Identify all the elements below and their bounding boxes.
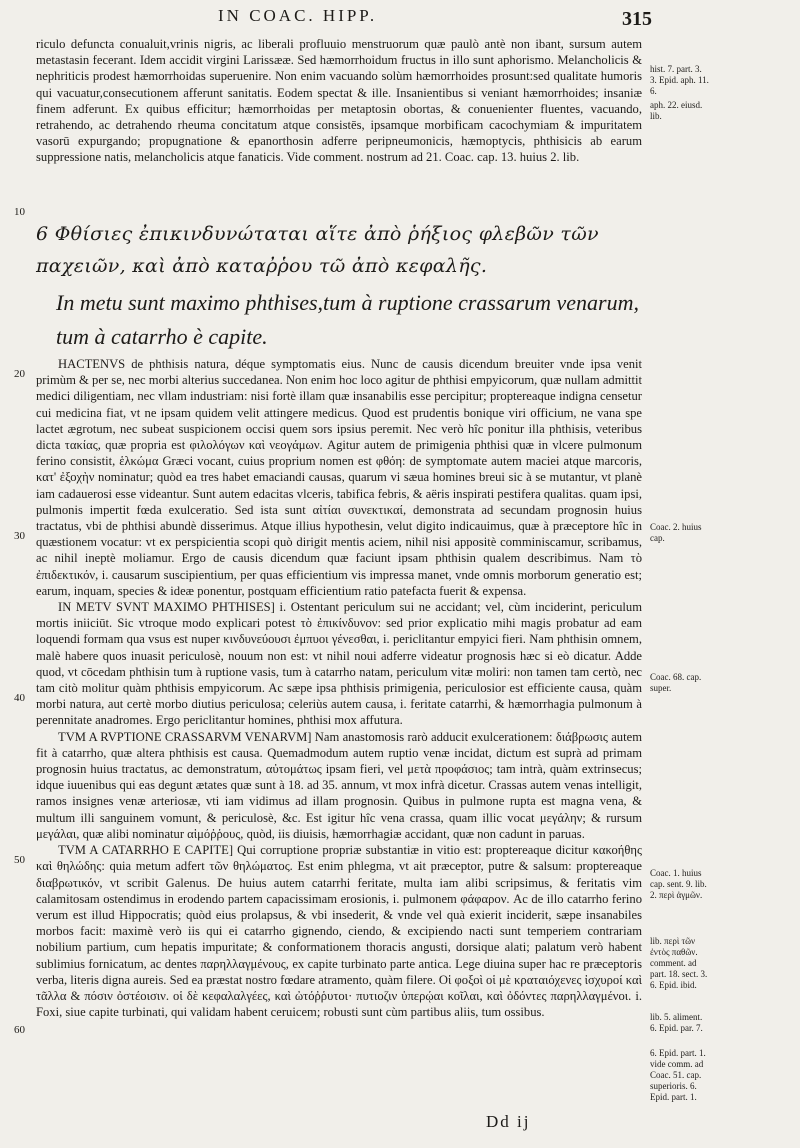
line-number: 50 [14, 854, 25, 866]
margin-note: aph. 22. eiusd. lib. [650, 100, 703, 121]
top-paragraph-block [36, 36, 642, 212]
margin-note: Coac. 1. huius cap. sent. 9. lib. 2. περὶ ἀγμῶν. [650, 868, 707, 900]
latin-heading: In metu sunt maximo phthises,tum à ruptione crassarum venarum, tum à catarrho è capite. [56, 290, 639, 349]
commentary-paragraph-4: TVM A CATARRHO E CAPITE] Qui corruptione propriæ substantiæ in vitio est: proptereaque dicitur κακοήθης καὶ θηλώδης: quia metum adfert τῶν θηλώματος. Est enim phlegma, vt ait præceptor, putre & salsum: proptereaque διαβρωτικόν, vt scribit Galenus. De huius autem catarrhi feritate, multa iam alibi scripsimus, & feritatis vim calamitosam ostendimus in erodendo partem capacissimam erosionis, i. pulmonem φάφαρον. Ac de illo catarrho ferino verum est illud Hippocratis; quòd eius prolapsus, & vbi insederit, & vnde vel quà exierit inciderit, sæpe insanabiles morbos facit: maximè verò iis qui ei catarrho gignendo, ciendo, & excipiendo nacti sunt temperiem contrariam nobilium partium, cum hepatis impuritate; & conformationem thoracis angusti, dorsique alati; palatum verò habent sublimius fornicatum, ac dentes παρηλλαγμένους, ex capite turbinato parte antica. Lege diuina super hac re præceptoris verba, literis digna aureis. Sed ea præstat nostro fœdare atramento, quàm filere. Οἱ φοξοὶ οἱ μὲ κραταιόχενες ἰσχυροί καὶ τᾶλλα & πόσιν ὀστέοισιν. οἱ δὲ κεφαλαλγέες, καὶ ὠτόῤῥυτοι· πυτιοζιν ὑπερῴαι κοῖλαι, καὶ ὀδόντες παρηλλαγμένοι. i. Foxi, siue capite turbinati, qui validam habent ceruicem; robusti sunt cùm partibus aliis, tum ossibus. [36, 843, 642, 1020]
page-number: 315 [622, 8, 652, 30]
signature-mark: Dd ij [486, 1112, 531, 1131]
commentary-paragraph-3: TVM A RVPTIONE CRASSARVM VENARVM] Nam anastomosis rarò adducit exulcerationem: διάβρωσις autem fit à catarrho, quæ altera phthisis est causa. Quemadmodum autem ruptio venæ incidat, dictum est suprà ad primam prognosin huius tractatus, ac demonstratum, αὐτομάτως ipsam fieri, vel μετὰ προφάσιος; tam intrà, quàm extrinsecus; idque iuuenibus qui eas degunt ætates quæ sunt à 18. ad 35. annum, vt mox infrà dicetur. Crassas autem venas intelligit, ramos insignes venæ arteriosæ, vti iam vidimus ad illam prognosin. Quibus in pulmone rupta est magna vena, & multum illi sanguinem vomunt, & periculosè, &c. Est igitur hîc vena crassa, quam illic vocat μεγάλην; & rursum μεγάλαι, quæ alibi nominatur αἱμόῤῥους, quòd, iis diuisis, hæmorrhagiæ accidant, quæ non cadunt in paruas. [36, 729, 642, 841]
commentary-paragraph-2: IN METV SVNT MAXIMO PHTHISES] i. Ostentant periculum sui ne accidant; vel, cùm inciderint, periculum mortis iniiciūt. Sic vtroque modo explicari potest τὸ ἐπικίνδυνον: sed prior explicatio mihi magis probatur ad eam loquendi formam qua vsus est nuper κινδυνεύουσι ἐμπυοι γένεσθαι, i. periclitantur empyici fieri. Nam phthisin omnem, malè habere quos inuasit periculosè, nouum non est: vt nihil noui adferre videatur prognosis hæc si eò dicatur. Adde quod, vt cōcedam phthisin tum à ruptione vasis, tum à catarrho natam, periculum vitæ moliri: non tamen tam certò, nec tam citò molitur quàm phthisis empyicorum. Ac sæpe ipsa phthisis primigenia, periculosior est efficiente causa, quàm morbi natura, aut certè morbo diutius periculosa; celeriùs autem causa, i. feritate catarrhi, & hæmorrhagia pulmonum à perennitate anadromes. Ergo periclitantur homines, phthisi mox affutura. [36, 600, 642, 728]
margin-note: Coac. 2. huius cap. [650, 522, 702, 543]
greek-heading: 6 Φθίσιες ἐπικινδυνώταται αἵτε ἀπὸ ῥήξιος φλεβῶν τῶν παχειῶν, καὶ ἀπὸ καταῤῥου τῶ ἀπὸ κεφαλῆς. [36, 223, 599, 277]
margin-note: lib. 5. aliment. 6. Epid. par. 7. [650, 1012, 703, 1033]
line-number: 40 [14, 692, 25, 704]
line-number: 20 [14, 368, 25, 380]
commentary-block [36, 356, 642, 1020]
page-header [0, 4, 800, 34]
line-number: 10 [14, 206, 25, 218]
margin-note: hist. 7. part. 3. 3. Epid. aph. 11. 6. [650, 64, 709, 96]
line-number: 60 [14, 1024, 25, 1036]
line-number: 30 [14, 530, 25, 542]
running-head: IN COAC. HIPP. [218, 6, 378, 25]
margin-note: lib. περὶ τῶν ἐντὸς παθῶν. comment. ad part. 18. sect. 3. 6. Epid. ibid. [650, 936, 708, 990]
commentary-paragraph-1: HACTENVS de phthisis natura, déque symptomatis eius. Nunc de causis dicendum breuiter vnde ipsa venit primùm & per se, nec morbi alterius succedanea. Non enim hoc loco agitur de phthisi empyicorum, quæ nullam admittit medici diligentiam, nec vllam industriam: nisi fortè illam quæ insanabilis esse percipitur; proptereaque indigna censetur cui medicina fiat, vt ne ipsam quidem velit attingere medicus. Quod est prudentis bonique viri officium, ne vana spe lactet ægrotum, nec subeat suspicionem occisi quem sors ipsius peremit. Nec verò hîc ponitur illa phthisis, veteribus dicta τακίας, quæ propria est φιλολόγων καὶ νεογάμων. Agitur autem de primigenia phthisi quæ in vlcere pulmonum ferino consistit, ἑλκώμα Græci vocant, cuius proprium nomen est φθόη: de symptomate autem maciei atque marcoris, κατ' ἐξοχὴν nominatur; quòd ea tres habet emaciandi causas, quarum vi sæua homines breui sic à se mutantur, vt planè iam cadauerosi esse videantur. Sunt autem edacitas vlceris, tabifica febris, & aëris inspirati pestifera qualitas. quam ipsi, pulmonis impertit fœda exulceratio. Sed ista sunt αἰτίαι συνεκτικαί, demonstrata ad secundam prognosin huius tractatus, vbi de phthisi abundè disserimus. Atque illius hypothesin, velut digito indicauimus, quæ à præceptore hîc in quæstionem vocatur: vt ex perspicientia scopi quò dirigit mentis aciem, nihil nisi appositè comminiscamur, scribamus, ac nihil ineptè moliamur. Ergo de causis dicendum quæ faciunt ipsam phthisin qualem describimus. Nam τὸ ἐπιδεκτικόν, i. causarum suscipientium, per quas efficientium vis impressa manet, vnde omnis morborum generatio est; earum, inquam, species & ideæ ponentur, postquam efficientium ratio patefacta fuerit & expensa. [36, 357, 642, 598]
margin-note: 6. Epid. part. 1. vide comm. ad Coac. 51. cap. superioris. 6. Epid. part. 1. [650, 1048, 706, 1102]
margin-note: Coac. 68. cap. super. [650, 672, 702, 693]
top-paragraph: riculo defuncta conualuit,vrinis nigris, ac liberali profluuio menstruorum quæ paulò antè non ibant, sursum autem metastasin fecerant. Idem accidit virgini Larissææ. Sed hæmorrhoidum fructus in illo sunt aphorismo. Melancholicis & nephriticis prodest hæmorrhoidas superuenire. Non enim vacuando solùm hæmorrhoides prosunt:sed qualitate humoris qui vacuatur,consecutionem afferunt sanitatis. Eodem spectat & ille. Insanientibus si veniant hæmorrhoides; insaniæ finem adferunt. Ex quibus efficitur; hæmorrhoidas per metaptosin obortas, & conuenienter fluentes, vacuando, retrahendo, ac detrahendo rheuma concitatum atque consistēs, ipsamque morbificam cacochymiam & impuritatem vasorū expurgando; propugnatione & epanorthosin adferre peripneumonicis, hæmoptycis, phthisicis ab earum suppressione natis, melancholicis atque fanaticis. Vide comment. nostrum ad 21. Coac. cap. 13. huius 2. lib. [36, 37, 642, 165]
